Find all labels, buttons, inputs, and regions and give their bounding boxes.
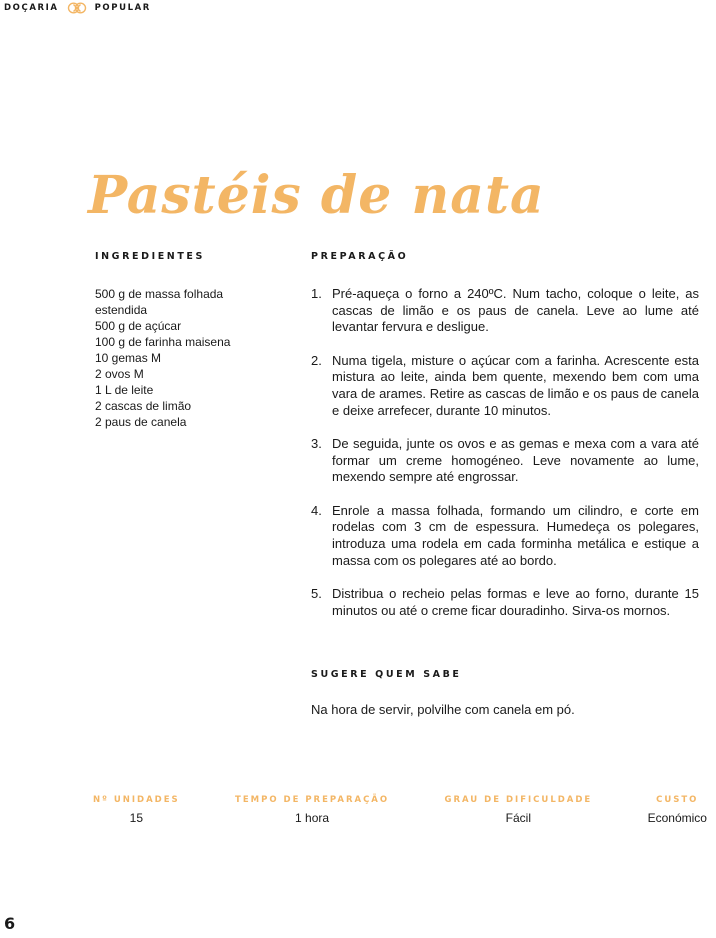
tip-heading: SUGERE QUEM SABE (311, 669, 462, 680)
stat-value: 15 (129, 811, 144, 825)
brand-name-left: DOÇARIA (4, 3, 59, 13)
stat-label: CUSTO (656, 795, 699, 805)
ingredients-section (95, 251, 285, 430)
ingredient-item: 1 L de leite (95, 383, 154, 397)
recipe-stats (93, 795, 707, 825)
stat-label: TEMPO DE PREPARAÇÃO (235, 795, 390, 805)
ingredient-item: 500 g de açúcar (95, 319, 182, 333)
preparation-step (311, 503, 699, 570)
ingredient-item: 500 g de massa folhada (95, 287, 224, 301)
ingredient-item: 2 ovos M (95, 367, 144, 381)
pretzel-knot-icon (67, 1, 87, 15)
ingredients-list (95, 286, 285, 430)
stat-value: Fácil (505, 811, 532, 825)
stat-label: Nº UNIDADES (93, 795, 180, 805)
ingredient-item: 10 gemas M (95, 351, 162, 365)
tip-text: Na hora de servir, polvilhe com canela em pó. (311, 702, 575, 717)
stat-prep-time (235, 795, 389, 825)
preparation-heading: PREPARAÇÃO (311, 251, 409, 262)
brand-header (4, 1, 151, 15)
stat-cost (648, 795, 707, 825)
step-text: Pré-aqueça o forno a 240ºC. Num tacho, coloque o leite, as cascas de limão e os paus de canela. Leve ao lume até levantar fervura e desligue. (332, 286, 699, 335)
step-text: De seguida, junte os ovos e as gemas e mexa com a vara até formar um creme homogéneo. Leve novamente ao lume, mexendo sempre até engrossar. (332, 435, 699, 485)
step-text: Distribua o recheio pelas formas e leve ao forno, durante 15 minutos ou até o creme ficar douradinho. Sirva-os mornos. (332, 585, 699, 618)
page-number: 6 (4, 914, 16, 933)
preparation-step (311, 436, 699, 486)
preparation-step (311, 586, 699, 619)
step-number: 1. (311, 286, 322, 301)
stat-label: GRAU DE DIFICULDADE (444, 795, 593, 805)
ingredient-item: 100 g de farinha maisena (95, 335, 231, 349)
preparation-step (311, 286, 699, 336)
stat-value: Económico (647, 811, 707, 825)
ingredient-item: 2 paus de canela (95, 415, 187, 429)
step-number: 5. (311, 585, 322, 601)
brand-name-right: POPULAR (94, 3, 151, 13)
preparation-step (311, 353, 699, 420)
preparation-section (311, 251, 699, 636)
stat-units (93, 795, 180, 825)
ingredient-item: estendida (95, 303, 148, 317)
ingredients-heading: INGREDIENTES (95, 251, 205, 262)
tip-section (311, 669, 699, 718)
step-number: 3. (311, 435, 322, 451)
ingredient-item: 2 cascas de limão (95, 399, 192, 413)
preparation-steps (311, 286, 699, 619)
step-number: 2. (311, 352, 322, 368)
stat-difficulty (444, 795, 592, 825)
stat-value: 1 hora (295, 811, 330, 825)
step-text: Numa tigela, misture o açúcar com a farinha. Acrescente esta mistura ao leite, ainda bem quente, mexendo bem com uma vara de arames. Retire as cascas de limão e os paus de canela e deixe arrefecer, durante 10 minutos. (332, 352, 699, 418)
step-text: Enrole a massa folhada, formando um cilindro, e corte em rodelas com 3 cm de espessura. Humedeça os polegares, introduza uma rodela em cada forminha metálica e estique a massa com os polegares até ao bordo. (332, 502, 699, 568)
recipe-title: Pastéis de nata (88, 164, 545, 226)
step-number: 4. (311, 502, 322, 518)
